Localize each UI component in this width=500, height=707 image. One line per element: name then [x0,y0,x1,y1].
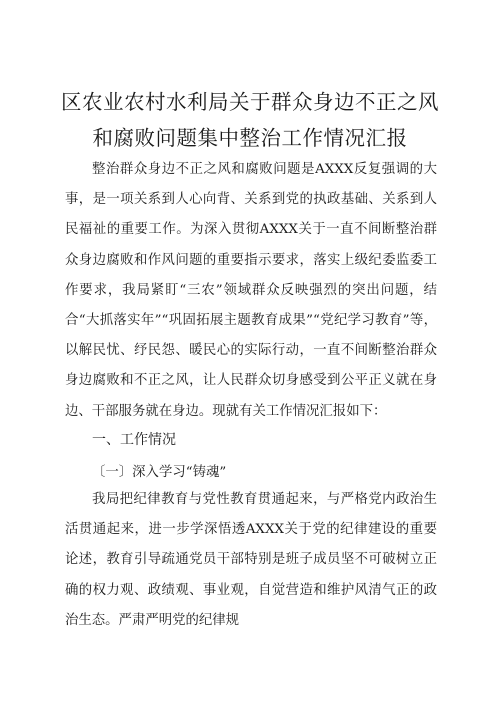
section-heading-work-situation: 一、工作情况 [92,432,176,448]
intro-paragraph: 整治群众身边不正之风和腐败问题是AXXX反复强调的大事，是一项关系到人心向背、关系到党的执政基础、关系到人民福祉的重要工作。为深入贯彻AXXX关于一直不间断整治群众身边腐败和作风问题的重要指示要求，落实上级纪委监委工作要求，我局紧盯“三农”领域群众反映强烈的突出问题，结合“大抓落实年”“巩固拓展主题教育成果”“党纪学习教育”等，以解民忧、纾民怨、暖民心的实际行动，一直不间断整治群众身边腐败和不正之风，让人民群众切身感受到公平正义就在身边、干部服务就在身边。现就有关工作情况汇报如下： [65,162,437,419]
document-title: 区农业农村水利局关于群众身边不正之风和腐败问题集中整治工作情况汇报 [61,90,439,150]
subsection-heading-study: 〔一〕深入学习“铸魂” [92,465,227,480]
subsection-paragraph: 我局把纪律教育与党性教育贯通起来，与严格党内政治生活贯通起来，进一步学深悟透AXXX关于党的纪律建设的重要论述，教育引导疏通党员干部特别是班子成员坚不可破树立正确的权力观、政绩观、事业观，自觉营造和维护风清气正的政治生态。严肃严明党的纪律规 [65,492,437,628]
